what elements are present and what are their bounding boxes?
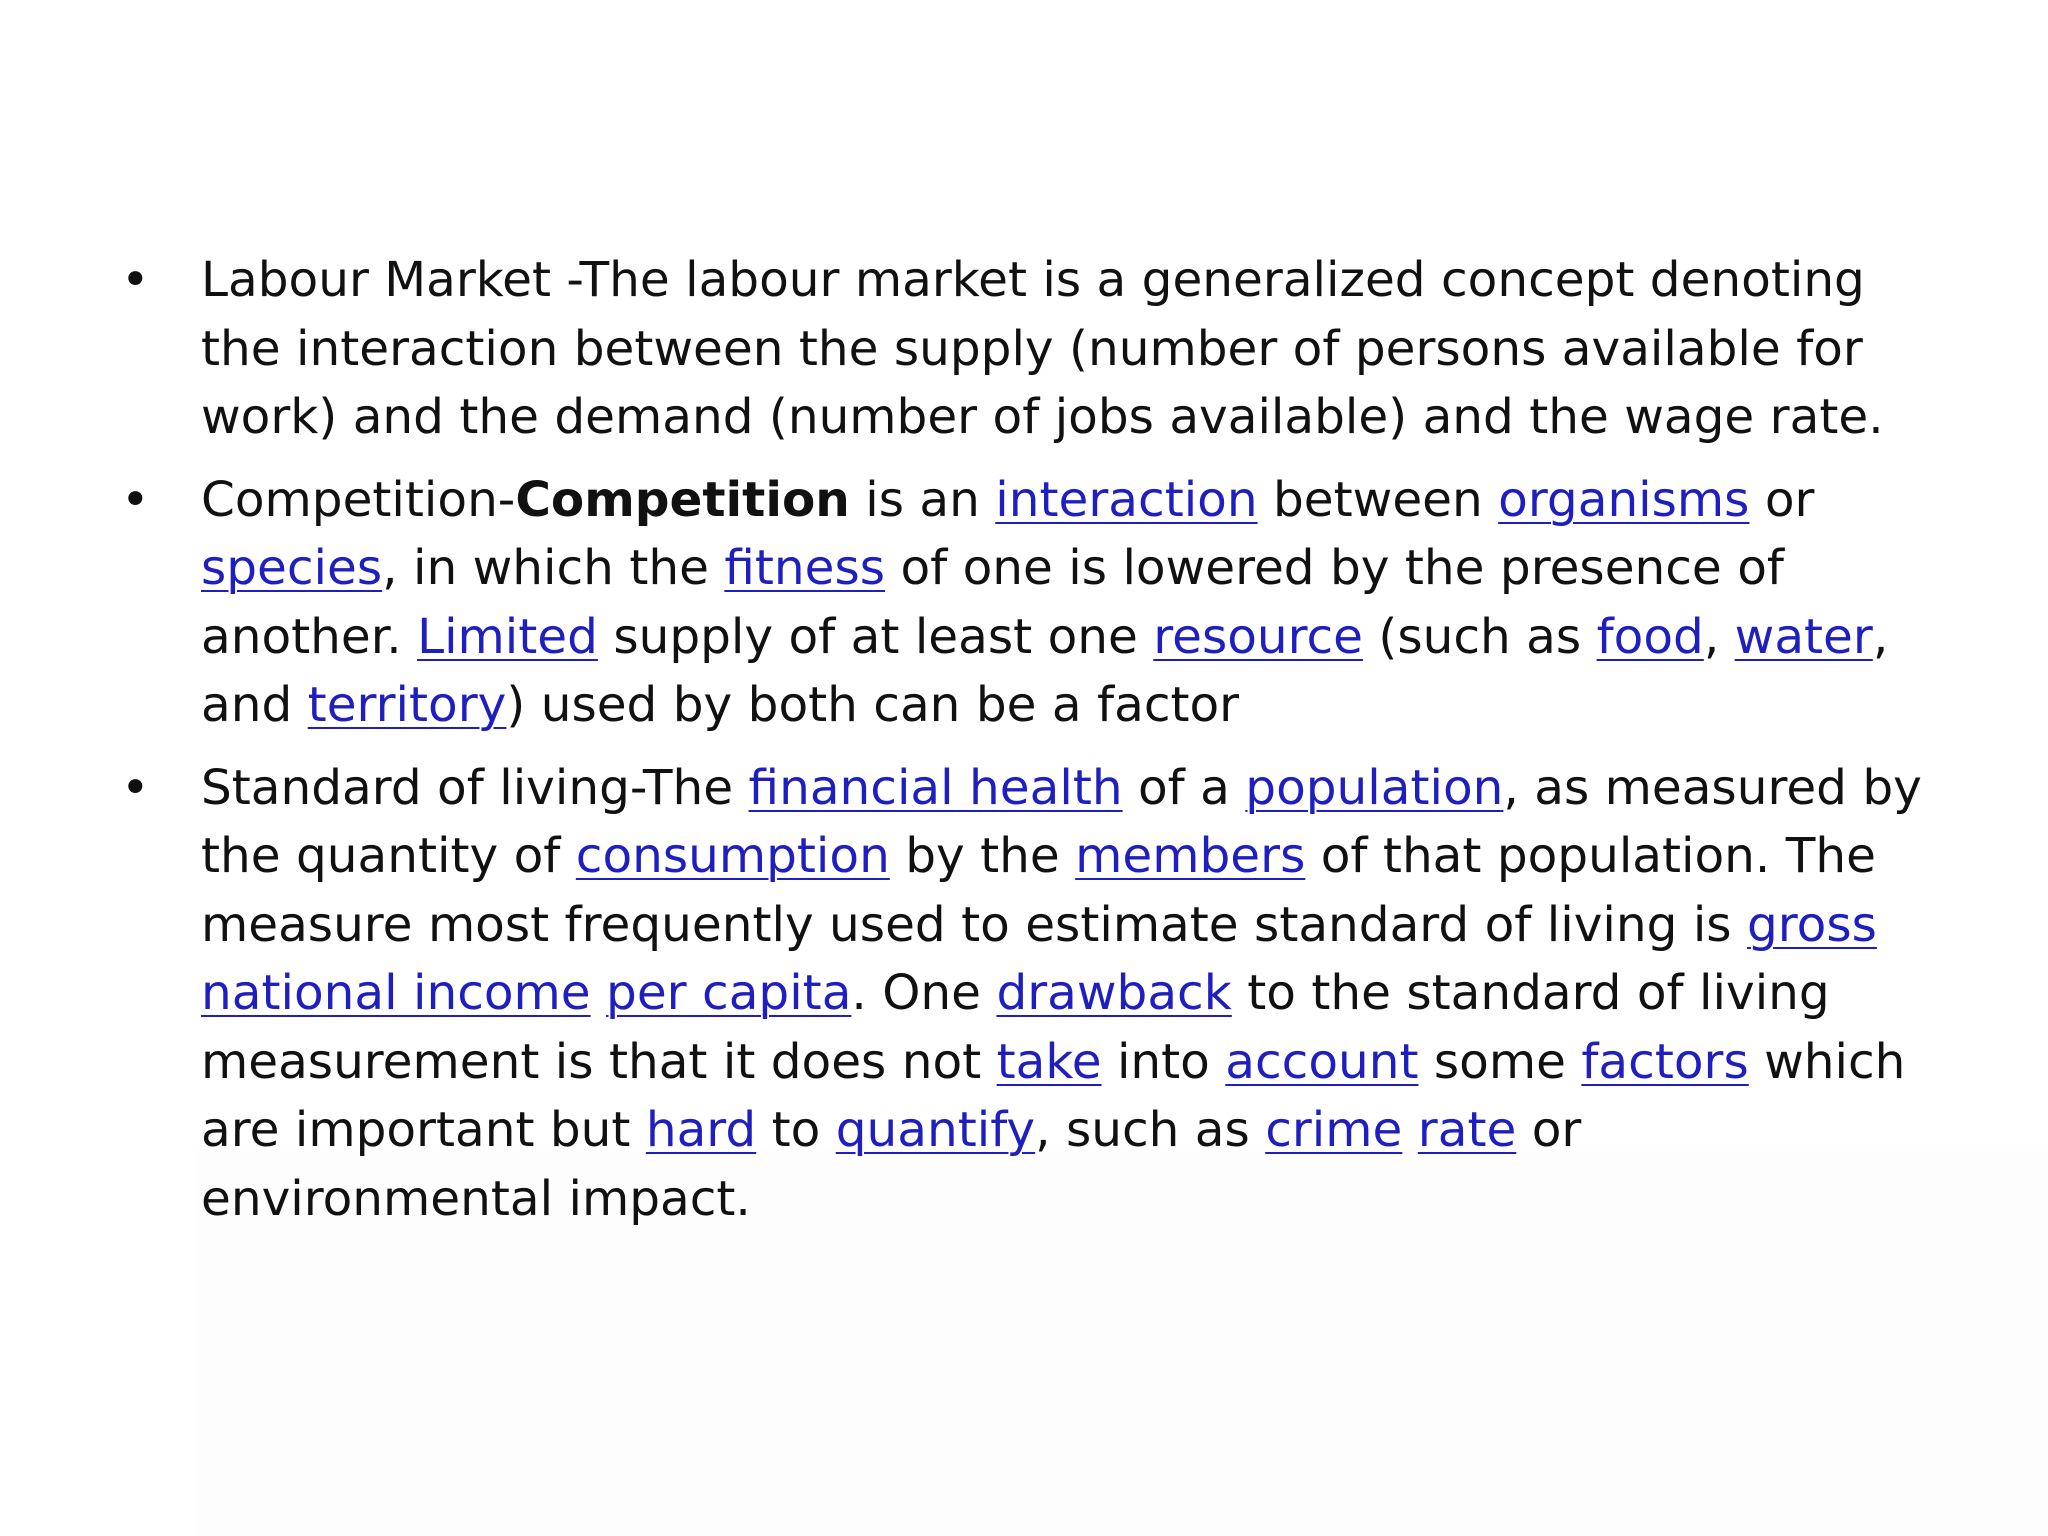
link-per-capita[interactable]: per capita bbox=[606, 965, 852, 1021]
bullet-dot-icon: • bbox=[121, 759, 150, 816]
text-run: Standard of living-The bbox=[201, 759, 749, 816]
text-run: , bbox=[1703, 608, 1735, 665]
link-account[interactable]: account bbox=[1225, 1033, 1419, 1090]
link-financial-health[interactable]: financial health bbox=[748, 759, 1123, 816]
text-run: into bbox=[1101, 1033, 1226, 1090]
link-hard[interactable]: hard bbox=[645, 1102, 757, 1158]
link-food[interactable]: food bbox=[1596, 608, 1704, 665]
text-run: supply of at least one bbox=[597, 608, 1154, 665]
link-territory[interactable]: territory bbox=[307, 677, 507, 733]
text-run: ) used by both can be a factor bbox=[506, 677, 1240, 733]
text-run: to bbox=[756, 1102, 836, 1158]
bullet-competition bbox=[115, 466, 1945, 740]
text-run: , in which the bbox=[382, 540, 725, 596]
labour-market-text: Labour Market -The labour market is a generalized concept denoting the interaction between the supply (number of persons available for work) and the demand (number of jobs available) and the wage rate. bbox=[201, 252, 1884, 445]
link-take[interactable]: take bbox=[996, 1033, 1102, 1090]
link-quantify[interactable]: quantify bbox=[835, 1102, 1036, 1158]
text-run bbox=[591, 965, 606, 1021]
text-run: which are important but bbox=[201, 1033, 1906, 1158]
link-limited[interactable]: Limited bbox=[417, 608, 598, 665]
link-water[interactable]: water bbox=[1734, 608, 1873, 665]
link-population[interactable]: population bbox=[1245, 759, 1504, 816]
link-consumption[interactable]: consumption bbox=[575, 828, 890, 884]
link-rate[interactable]: rate bbox=[1417, 1102, 1517, 1158]
text-run: of that population. The measure most frequently used to estimate standard of living is bbox=[201, 828, 1876, 953]
text-run: or environmental impact. bbox=[201, 1102, 1582, 1227]
bullet-labour-market bbox=[115, 246, 1945, 452]
link-members[interactable]: members bbox=[1075, 828, 1306, 884]
link-species[interactable]: species bbox=[201, 540, 383, 596]
link-factors[interactable]: factors bbox=[1581, 1033, 1749, 1090]
link-organisms[interactable]: organisms bbox=[1498, 471, 1750, 528]
text-run: is an bbox=[849, 471, 996, 528]
text-run: Competition- bbox=[201, 471, 516, 528]
text-run: , as measured by the quantity of bbox=[201, 759, 1922, 884]
bullet-standard-of-living bbox=[115, 754, 1945, 1234]
text-run: of a bbox=[1122, 759, 1246, 816]
text-run: or bbox=[1749, 471, 1815, 528]
text-run: to the standard of living measurement is that it does not bbox=[201, 965, 1830, 1090]
link-drawback[interactable]: drawback bbox=[996, 965, 1232, 1021]
link-gross-national-income[interactable]: gross national income bbox=[201, 896, 1877, 1021]
link-resource[interactable]: resource bbox=[1153, 608, 1364, 665]
link-interaction[interactable]: interaction bbox=[995, 471, 1258, 528]
competition-bold-term: Competition bbox=[515, 471, 850, 528]
text-run: , and bbox=[201, 608, 1889, 733]
text-run: of one is lowered by the presence of another. bbox=[201, 540, 1784, 665]
text-run: some bbox=[1418, 1033, 1582, 1090]
text-run: , such as bbox=[1035, 1102, 1266, 1158]
link-fitness[interactable]: fitness bbox=[724, 540, 886, 596]
text-run: (such as bbox=[1363, 608, 1597, 665]
text-run bbox=[1402, 1102, 1417, 1158]
text-run: . One bbox=[851, 965, 997, 1021]
bullet-list bbox=[115, 246, 1945, 1247]
bullet-dot-icon: • bbox=[121, 471, 150, 528]
text-run: between bbox=[1257, 471, 1499, 528]
text-run: by the bbox=[889, 828, 1076, 884]
bullet-dot-icon: • bbox=[121, 252, 150, 308]
link-crime[interactable]: crime bbox=[1265, 1102, 1403, 1158]
